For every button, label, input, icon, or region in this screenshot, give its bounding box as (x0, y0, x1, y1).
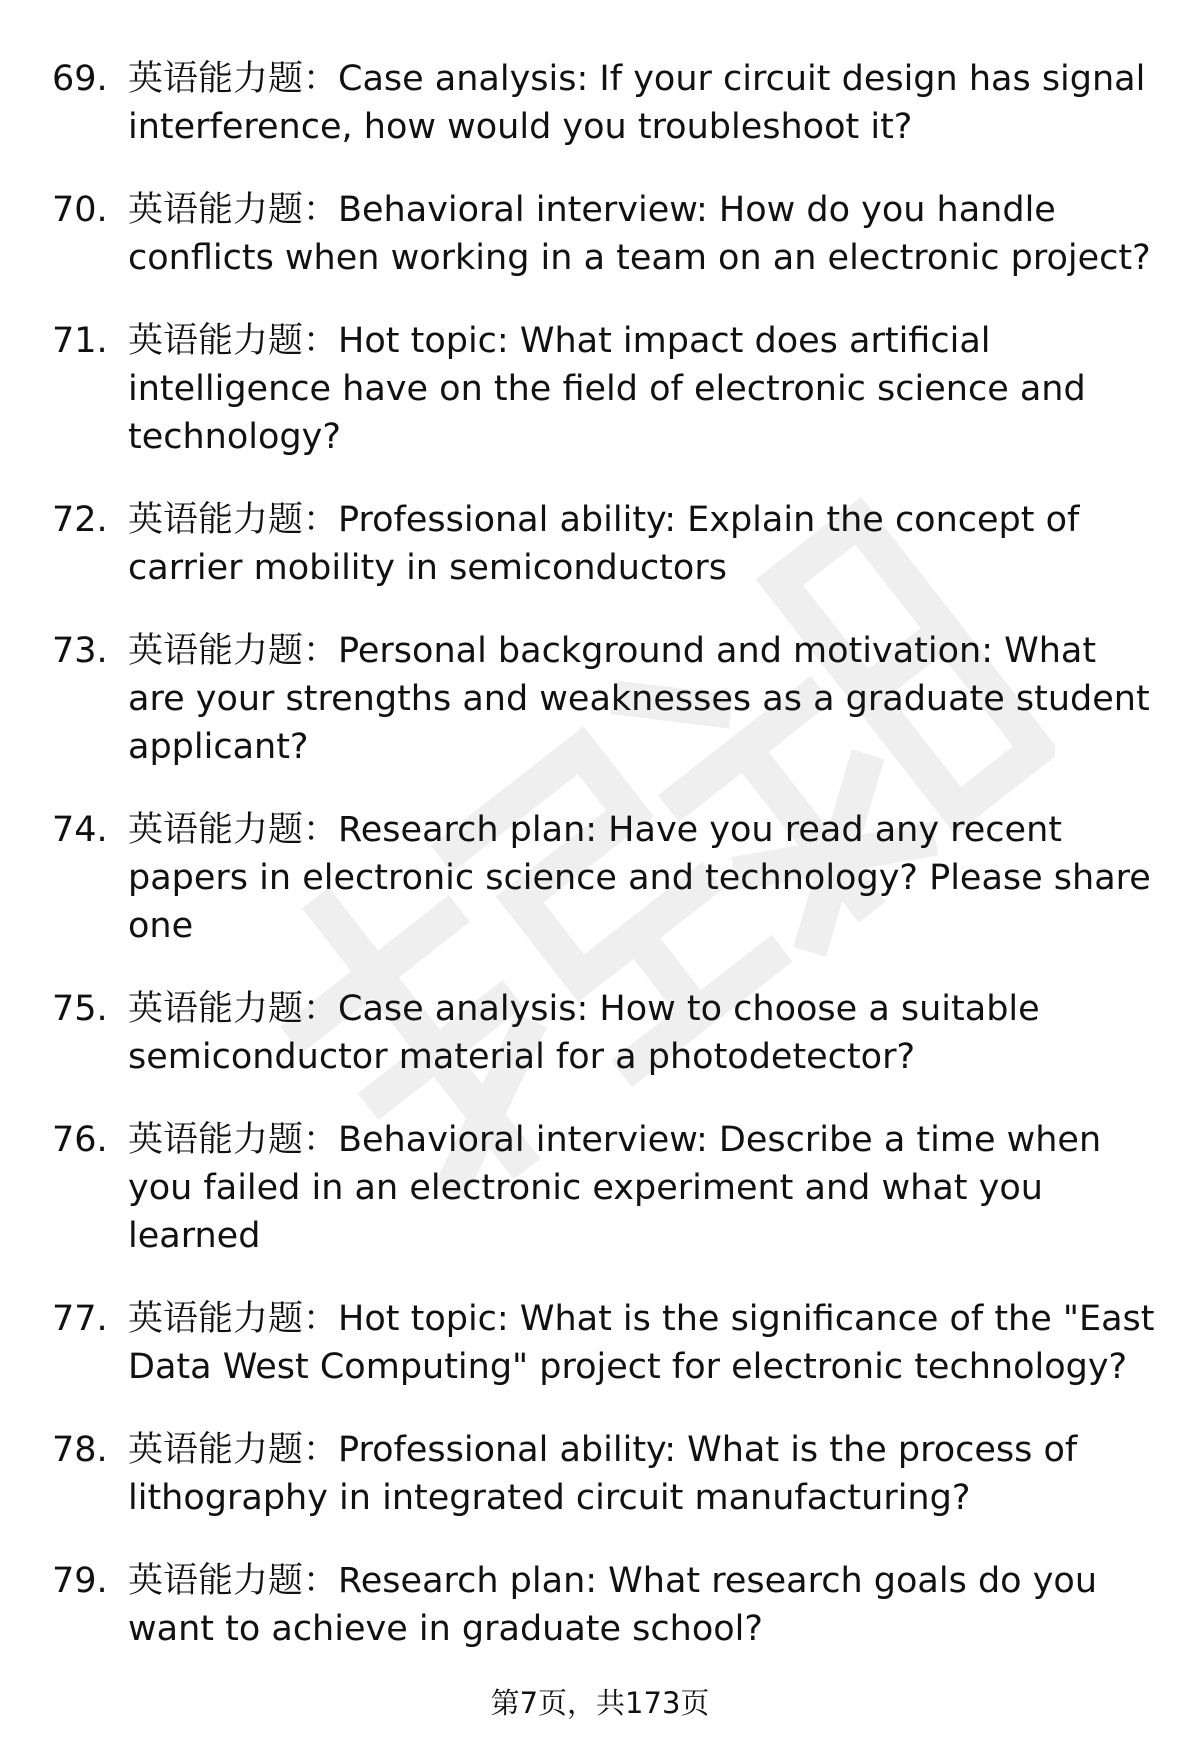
question-text: Research plan: What research goals do you want to achieve in graduate school? (128, 1561, 1098, 1649)
question-list (0, 55, 1200, 1688)
question-text: Case analysis: If your circuit design has signal interference, how would you troubleshoot it? (128, 59, 1146, 147)
question-number: 77. (52, 1299, 108, 1339)
question-number: 69. (52, 59, 108, 99)
question-item (0, 1557, 1200, 1653)
question-tag: 英语能力题： (128, 631, 339, 671)
question-number: 74. (52, 810, 108, 850)
question-text: Behavioral interview: How do you handle conflicts when working in a team on an electronic project? (128, 190, 1151, 278)
question-tag: 英语能力题： (128, 321, 339, 361)
question-number: 75. (52, 989, 108, 1029)
question-number: 76. (52, 1120, 108, 1160)
question-text: Personal background and motivation: What are your strengths and weaknesses as a graduate student applicant? (128, 631, 1150, 767)
question-item (0, 806, 1200, 950)
question-text: Professional ability: Explain the concept of carrier mobility in semiconductors (128, 500, 1080, 588)
question-item (0, 186, 1200, 282)
question-tag: 英语能力题： (128, 810, 339, 850)
question-number: 70. (52, 190, 108, 230)
question-item (0, 1116, 1200, 1260)
question-number: 71. (52, 321, 108, 361)
question-tag: 英语能力题： (128, 989, 339, 1029)
question-tag: 英语能力题： (128, 1120, 339, 1160)
question-item (0, 317, 1200, 461)
question-item (0, 985, 1200, 1081)
question-number: 73. (52, 631, 108, 671)
question-text: Hot topic: What is the significance of the "East Data West Computing" project for electronic technology? (128, 1299, 1155, 1387)
question-item (0, 55, 1200, 151)
question-item (0, 1426, 1200, 1522)
question-tag: 英语能力题： (128, 1299, 339, 1339)
question-text: Behavioral interview: Describe a time when you failed in an electronic experiment and what you learned (128, 1120, 1102, 1256)
question-tag: 英语能力题： (128, 1561, 339, 1601)
question-tag: 英语能力题： (128, 190, 339, 230)
page-number-label: 第7页，共173页 (490, 1686, 710, 1720)
question-tag: 英语能力题： (128, 500, 339, 540)
question-item (0, 1295, 1200, 1391)
question-tag: 英语能力题： (128, 59, 339, 99)
question-text: Hot topic: What impact does artificial intelligence have on the field of electronic science and technology? (128, 321, 1086, 457)
question-text: Professional ability: What is the process of lithography in integrated circuit manufacturing? (128, 1430, 1078, 1518)
question-number: 79. (52, 1561, 108, 1601)
question-text: Research plan: Have you read any recent papers in electronic science and technology? Please share one (128, 810, 1151, 946)
question-number: 78. (52, 1430, 108, 1470)
question-text: Case analysis: How to choose a suitable semiconductor material for a photodetector? (128, 989, 1040, 1077)
question-item (0, 496, 1200, 592)
question-number: 72. (52, 500, 108, 540)
page-footer (0, 1683, 1200, 1723)
question-tag: 英语能力题： (128, 1430, 339, 1470)
question-item (0, 627, 1200, 771)
